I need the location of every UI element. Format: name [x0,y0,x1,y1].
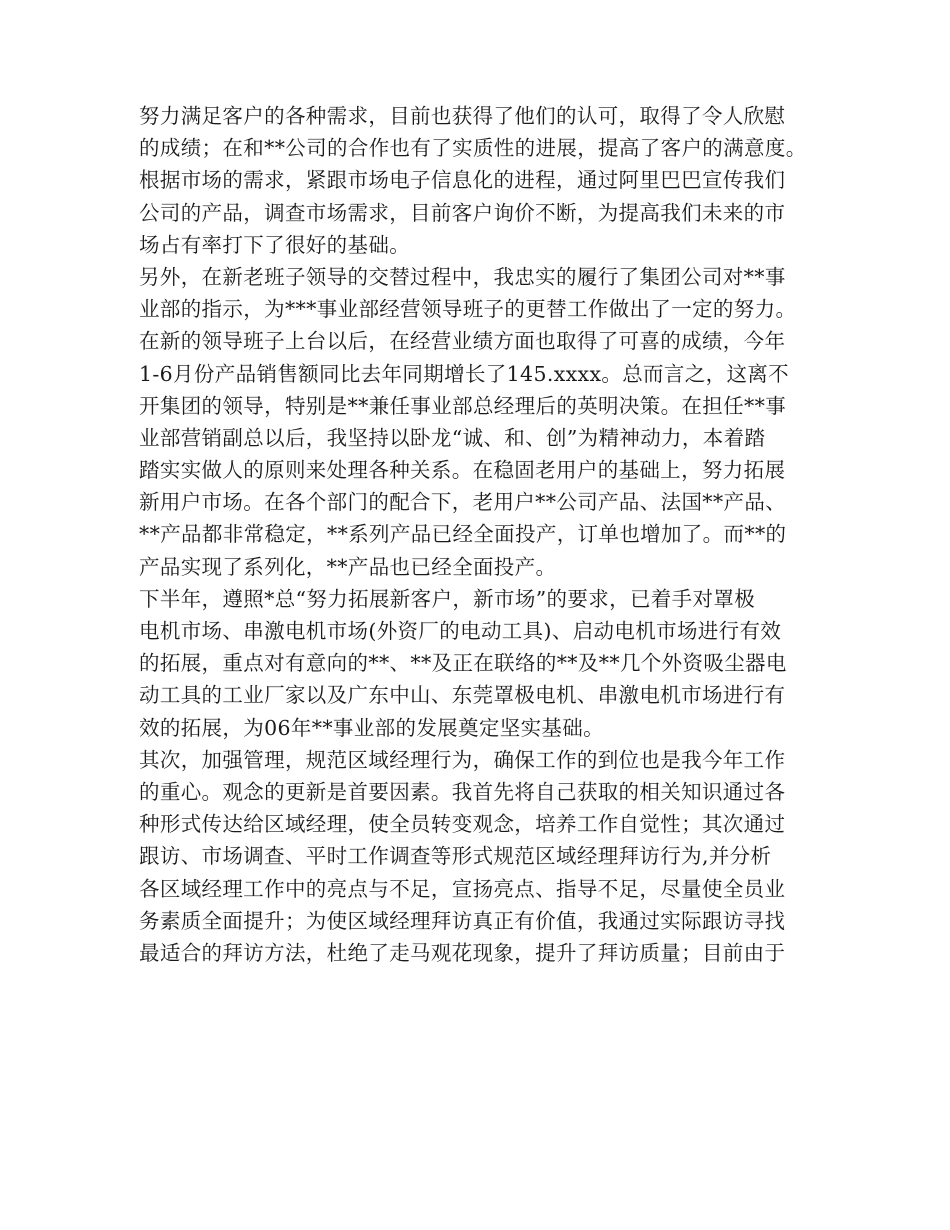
text-line: 新用户市场。在各个部门的配合下，老用户**公司产品、法国**产品、 [139,490,787,515]
text-line: 跟访、市场调查、平时工作调查等形式规范区域经理拜访行为,并分析 [139,844,772,869]
text-line: 的拓展，重点对有意向的**、**及正在联络的**及**几个外资吸尘器电 [139,651,787,676]
text-line: 努力满足客户的各种需求，目前也获得了他们的认可，取得了令人欣慰 [139,104,786,128]
text-line: 电机市场、串激电机市场(外资厂的电动工具)、启动电机市场进行有效 [139,619,782,643]
text-line: 各区域经理工作中的亮点与不足，宣扬亮点、指导不足，尽量使全员业 [139,876,786,901]
document-page [139,100,819,969]
text-line: 的重心。观念的更新是首要因素。我首先将自己获取的相关知识通过各 [139,779,786,804]
text-line: 其次，加强管理，规范区域经理行为，确保工作的到位也是我今年工作 [139,747,786,772]
text-line: 下半年，遵照*总“努力拓展新客户，新市场”的要求，已着手对罩极 [139,586,756,611]
text-line: 踏实实做人的原则来处理各种关系。在稳固老用户的基础上，努力拓展 [139,458,786,483]
text-line: 产品实现了系列化，**产品也已经全面投产。 [139,554,557,579]
text-line: 动工具的工业厂家以及广东中山、东莞罩极电机、串激电机市场进行有 [139,683,786,708]
text-line: 根据市场的需求，紧跟市场电子信息化的进程，通过阿里巴巴宣传我们 [139,168,786,193]
text-line: 业部的指示，为***事业部经营领导班子的更替工作做出了一定的努力。 [139,297,797,322]
text-line: 在新的领导班子上台以后，在经营业绩方面也取得了可喜的成绩，今年 [139,329,786,354]
text-line: 场占有率打下了很好的基础。 [139,232,411,257]
text-line: 务素质全面提升；为使区域经理拜访真正有价值，我通过实际跟访寻找 [139,908,786,933]
text-line: 效的拓展，为06年**事业部的发展奠定坚实基础。 [139,715,604,740]
text-line: 的成绩；在和**公司的合作也有了实质性的进展，提高了客户的满意度。 [139,136,807,161]
text-line: 1-6月份产品销售额同比去年同期增长了145.xxxx。总而言之，这离不 [139,361,789,386]
text-line: 另外，在新老班子领导的交替过程中，我忠实的履行了集团公司对**事 [139,264,786,289]
text-line: **产品都非常稳定，**系列产品已经全面投产，订单也增加了。而**的 [139,522,787,547]
text-line: 业部营销副总以后，我坚持以卧龙“诚、和、创”为精神动力，本着踏 [139,425,766,450]
text-line: 种形式传达给区域经理，使全员转变观念，培养工作自觉性；其次通过 [139,812,786,837]
text-line: 最适合的拜访方法，杜绝了走马观花现象，提升了拜访质量；目前由于 [139,940,786,965]
text-line: 开集团的领导，特别是**兼任事业部总经理后的英明决策。在担任**事 [139,393,787,418]
text-line: 公司的产品，调查市场需求，目前客户询价不断，为提高我们未来的市 [139,200,786,225]
